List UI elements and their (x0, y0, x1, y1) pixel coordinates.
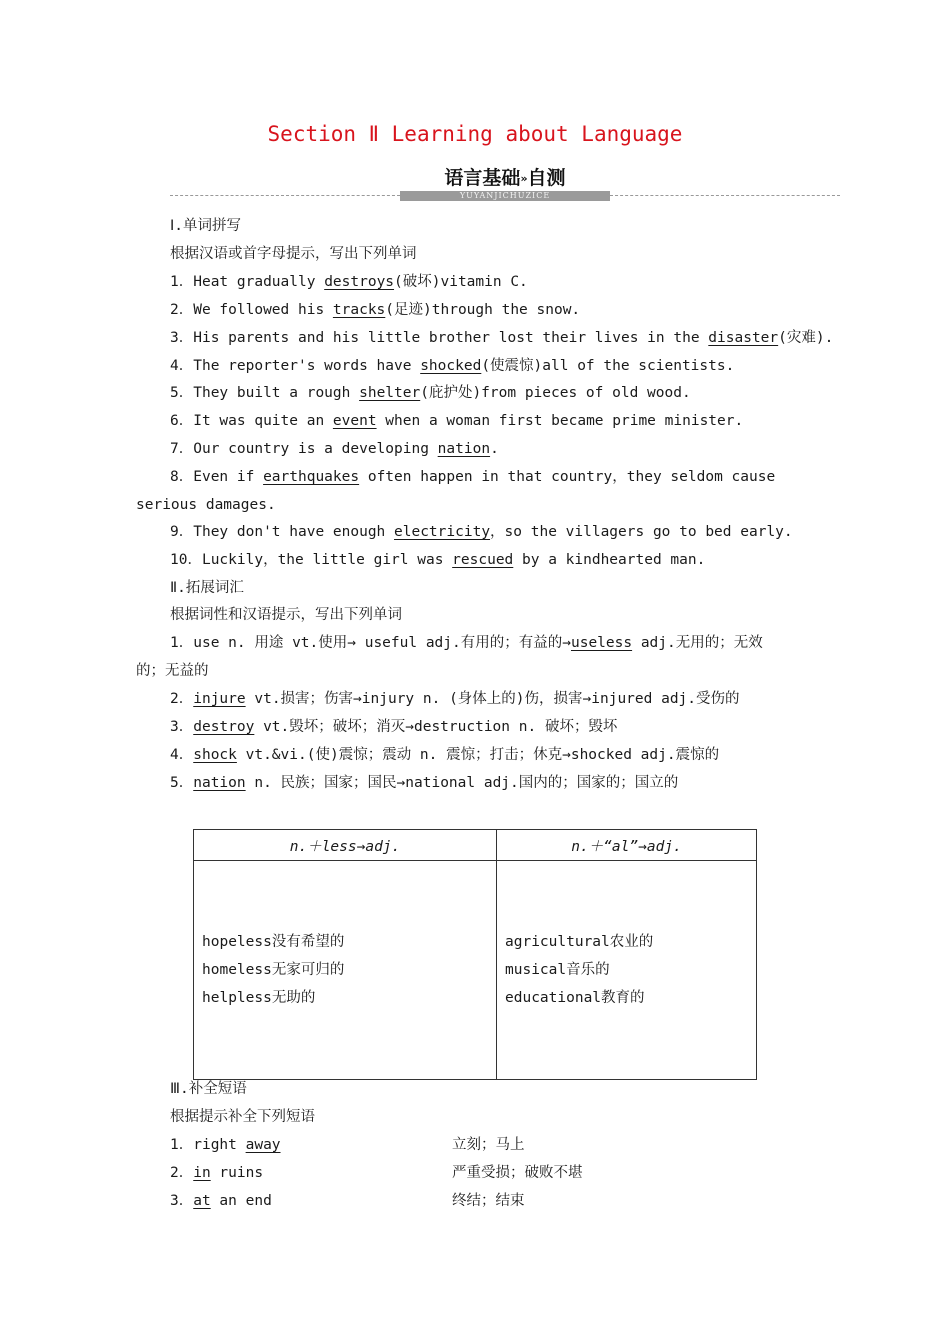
banner-title-right: 自测 (527, 167, 566, 189)
list-item: educational教育的 (505, 990, 645, 1006)
answer: useless (570, 635, 633, 651)
list-item: 4．The reporter's words have shocked(使震惊)all of the scientists. (170, 358, 735, 374)
phrase-meaning: 终结；结束 (452, 1193, 525, 1209)
list-item: 7．Our country is a developing nation. (170, 441, 499, 457)
list-item: 2．in ruins (170, 1165, 264, 1181)
answer: nation (193, 775, 246, 791)
list-item: 1．Heat gradually destroys(破坏)vitamin C. (170, 274, 528, 290)
table-cell (497, 861, 757, 1080)
table-cell (194, 861, 497, 1080)
list-item: 3．at an end (170, 1193, 272, 1209)
answer: in (193, 1165, 211, 1181)
answer: destroy (193, 719, 255, 735)
list-item: 3．destroy vt.毁坏；破坏；消灭→destruction n. 破坏；毁坏 (170, 719, 618, 735)
section-banner (170, 163, 840, 203)
list-item: helpless无助的 (202, 990, 316, 1006)
answer: nation (437, 441, 491, 457)
list-item: 4．shock vt.&vi.(使)震惊；震动 n. 震惊；打击；休克→shocked adj.震惊的 (170, 747, 720, 763)
list-item: 8．Even if earthquakes often happen in that country，they seldom cause (170, 469, 776, 485)
banner-subtitle: YUYANJICHUZICE (400, 191, 610, 201)
divider-left (170, 195, 400, 196)
list-item-continuation: 的；无益的 (136, 663, 209, 679)
list-item: 6．It was quite an event when a woman first became prime minister. (170, 413, 744, 429)
part2-heading: Ⅱ.拓展词汇 (170, 580, 244, 596)
list-item: 5．They built a rough shelter(庇护处)from pieces of old wood. (170, 385, 691, 401)
answer: injure (193, 691, 246, 707)
banner-title (420, 163, 590, 191)
list-item: 9．They don't have enough electricity，so the villagers go to bed early. (170, 524, 793, 540)
answer: event (332, 413, 377, 429)
suffix-table (193, 829, 757, 1080)
list-item: 2．We followed his tracks(足迹)through the snow. (170, 302, 581, 318)
answer: shock (193, 747, 237, 763)
list-item: 3．His parents and his little brother lost their lives in the disaster(灾难). (170, 330, 834, 346)
answer: tracks (332, 302, 386, 318)
phrase-meaning: 立刻；马上 (452, 1137, 525, 1153)
answer: at (193, 1193, 211, 1209)
list-item: 1．use n. 用途 vt.使用→ useful adj.有用的；有益的→useless adj.无用的；无效 (170, 635, 763, 651)
table-header: n.＋“al”→adj. (497, 830, 757, 861)
phrase-meaning: 严重受损；破败不堪 (452, 1165, 583, 1181)
part2-instruction: 根据词性和汉语提示，写出下列单词 (170, 607, 402, 623)
banner-title-left: 语言基础 (444, 167, 521, 189)
page-title: Section Ⅱ Learning about Language (267, 122, 683, 146)
list-item: 10．Luckily，the little girl was rescued by a kindhearted man. (170, 552, 706, 568)
list-item: musical音乐的 (505, 962, 610, 978)
list-item: homeless无家可归的 (202, 962, 345, 978)
answer: disaster (708, 330, 779, 346)
answer: away (245, 1137, 281, 1153)
list-item: 5．nation n. 民族；国家；国民→national adj.国内的；国家的；国立的 (170, 775, 679, 791)
part3-heading: Ⅲ.补全短语 (170, 1081, 247, 1097)
answer: shelter (359, 385, 421, 401)
answer: shocked (420, 358, 482, 374)
list-item: hopeless没有希望的 (202, 934, 345, 950)
list-item: 2．injure vt.损害；伤害→injury n. (身体上的)伤，损害→injured adj.受伤的 (170, 691, 740, 707)
table-header: n.＋less→adj. (194, 830, 497, 861)
divider-right (610, 195, 840, 196)
list-item-continuation: serious damages. (136, 497, 276, 513)
part1-instruction: 根据汉语或首字母提示，写出下列单词 (170, 246, 417, 262)
list-item: agricultural农业的 (505, 934, 654, 950)
part3-instruction: 根据提示补全下列短语 (170, 1109, 315, 1125)
answer: electricity (394, 524, 491, 540)
answer: earthquakes (263, 469, 360, 485)
answer: destroys (324, 274, 395, 290)
list-item: 1．right away (170, 1137, 281, 1153)
arrow-icon: » (520, 172, 528, 185)
part1-heading: Ⅰ.单词拼写 (170, 218, 242, 234)
answer: rescued (452, 552, 514, 568)
